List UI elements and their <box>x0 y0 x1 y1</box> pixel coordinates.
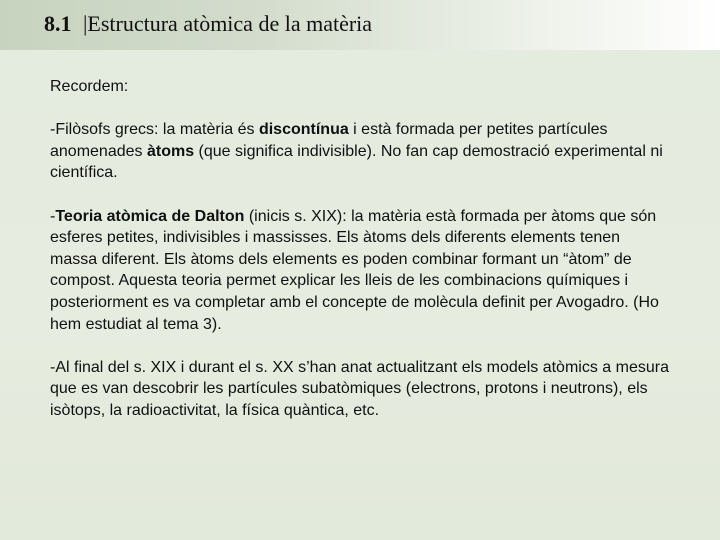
p1-text-c: i està formada per petites partícules anomenades <box>50 121 608 160</box>
p2-text-a: - <box>50 207 56 225</box>
paragraph-dalton <box>50 206 670 336</box>
p1-text-a: -Filòsofs grecs: la matèria és <box>50 121 259 139</box>
paragraph-greek-philosophers <box>50 119 670 184</box>
p1-bold-discontinua: discontínua <box>258 121 349 139</box>
p2-text-c: (inicis s. XIX): la matèria està formada per àtoms que són esferes petites, indivisibles i massisses. Els àtoms dels diferents elements tenen massa diferent. Els àtoms dels elements es poden combinar formant un “àtom” de compost. Aquesta teoria permet explicar les lleis de les combinacions químiques i posteriorment es va completar amb el concepte de molècula definit per Avogadro. (Ho hem estudiat al tema 3). <box>50 207 659 333</box>
title-bar <box>0 0 720 50</box>
section-number: 8.1 <box>44 11 72 36</box>
paragraph-modern-models: -Al final del s. XIX i durant el s. XX s’han anat actualitzant els models atòmics a mesura que es van descobrir les partícules subatòmiques (electrons, protons i neutrons), els isòtops, la radioactivitat, la física quàntica, etc. <box>50 358 669 419</box>
title-separator: | <box>83 11 88 36</box>
p2-bold-dalton: Teoria atòmica de Dalton <box>55 207 245 225</box>
intro-text: Recordem: <box>50 78 129 95</box>
slide-title <box>44 11 372 37</box>
title-text: Estructura atòmica de la matèria <box>87 11 373 36</box>
p1-text-d: (que significa indivisible). No fan cap demostració experimental ni científica. <box>50 142 663 182</box>
slide-body <box>50 76 670 443</box>
p1-bold-atoms: àtoms <box>146 142 195 160</box>
